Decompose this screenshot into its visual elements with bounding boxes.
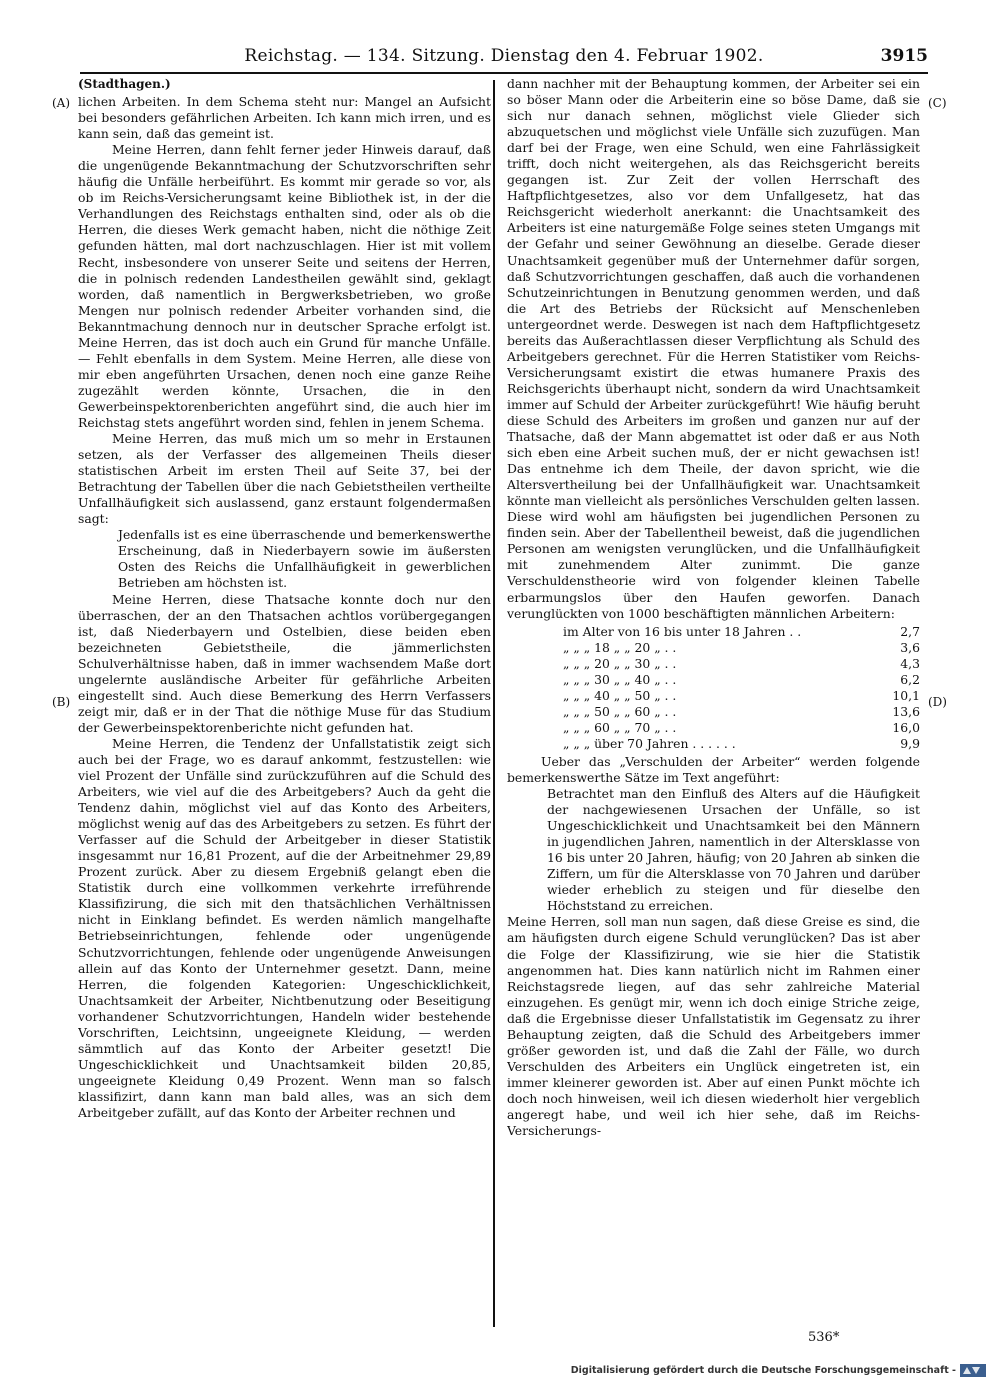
left-column <box>78 76 491 1326</box>
row-label: „ „ „ 18 „ „ 20 „ . . <box>563 639 677 655</box>
quote-text: Betrachtet man den Einfluß des Alters auf die Häufigkeit der nachgewiesenen Ursachen der Unfälle, so ist Ungeschicklichkeit und Unachtsamkeit bei den Männern in jugendlichen Jahren, namentlich in der Altersklasse von 16 bis unter 20 Jahren, häufig; von 20 Jahren ab sinken die Ziffern, um für die Altersklasse von 70 Jahren und darüber wieder erheblich zu steigen und für dieselbe den Höchststand zu erreichen. <box>547 786 920 914</box>
table-row <box>507 640 920 656</box>
column-divider <box>493 80 495 1327</box>
row-label: „ „ „ 50 „ „ 60 „ . . <box>563 703 677 719</box>
row-value: 16,0 <box>892 719 920 735</box>
table-row <box>507 688 920 704</box>
paragraph: Meine Herren, die Tendenz der Unfallstatistik zeigt sich auch bei der Frage, wo es darauf ankommt, festzustellen: wie viel Prozent der Unfälle sind zurückzuführen auf die Schuld des Arbeiters, wie viel auf die des Arbeitgebers? Auch da geht die Tendenz dahin, möglichst viel auf das Konto des Arbeiters, möglichst wenig auf das des Arbeitgebers zu setzen. Es führt der Verfasser auf die Schuld der Arbeitgeber in dieser Statistik insgesammt nur 16,81 Prozent, auf die der Arbeitnehmer 29,89 Prozent zurück. Aber zu diesem Ergebniß gelangt eben die Statistik durch eine vollkommen verkehrte irreführende Klassifizirung, die sich mit den thatsächlichen Verhältnissen nicht in Einklang befindet. Es werden nämlich mangelhafte Betriebseinrichtungen, fehlende oder ungenügende Schutzvorrichtungen, fehlende oder ungenügende Anweisungen allein auf das Konto der Unternehmer gesetzt. Dann, meine Herren, die folgenden Kategorien: Ungeschicklichkeit, Unachtsamkeit der Arbeiter, Nichtbenutzung oder Beseitigung vorhandener Schutzvorrichtungen, Handeln wider bestehende Vorschriften, Leichtsinn, ungeeignete Kleidung, — werden sämmtlich auf das Konto der Arbeiter gesetzt! Die Ungeschicklichkeit und Unachtsamkeit bilden 20,85, ungeeignete Kleidung 0,49 Prozent. Wenn man so falsch klassifizirt, dann kann man bald alles, was an sich dem Arbeitgeber zufällt, auf das Konto der Arbeiter rechnen und <box>78 735 491 1120</box>
block-quote <box>118 527 491 591</box>
row-label: „ „ „ über 70 Jahren . . . . . . <box>563 735 736 751</box>
row-label: im Alter von 16 bis unter 18 Jahren . . <box>563 623 802 639</box>
block-quote <box>547 786 920 914</box>
margin-marker-a: (A) <box>52 96 71 110</box>
running-header <box>80 44 928 74</box>
paragraph: dann nachher mit der Behauptung kommen, der Arbeiter sei ein so böser Mann oder die Arbeiterin eine so böse Dame, daß sie sich nur danach sehnen, möglichst viele Glieder sich abzuquetschen und möglichst viele Unfälle sich zuzufügen. Man darf bei der Frage, wen eine Schuld, wen eine Fahrlässigkeit trifft, doch nicht weitergehen, als das Reichsgericht bereits gegangen ist. Zur Zeit der vollen Herrschaft des Haftpflichtgesetzes, also vor dem Unfallgesetz, hat das Reichsgericht wiederholt anerkannt: die Unachtsamkeit des Arbeiters ist eine naturgemäße Folge seines steten Umgangs mit der Gefahr und seiner Gewöhnung an dieselbe. Gerade dieser Unachtsamkeit gegenüber muß der Unternehmer dafür sorgen, daß Schutzvorrichtungen geschaffen, daß auch die vorhandenen Schutzeinrichtungen in Benutzung genommen werden, und daß die Art des Betriebs der Rücksicht auf Menschenleben untergeordnet werde. Deswegen ist nach dem Haftpflichtgesetz bereits das Außerachtlassen dieser Verpflichtung als Schuld des Arbeitgebers gerechnet. Für die Herren Statistiker vom Reichs-Versicherungsamt existirt die etwas humanere Praxis des Reichsgerichts überhaupt nicht, sondern da wird Unachtsamkeit immer auf Schuld der Arbeiter zurückgeführt! Wie häufig beruht diese Schuld des Arbeiters im großen und ganzen nur auf der Thatsache, daß der Mann abgemattet ist oder daß er aus Noth sich eben eine Arbeit suchen muß, der er nicht gewachsen ist! Das entnehme ich dem Theile, der davon spricht, wie die Altersvertheilung bei der Unfallhäufigkeit war. Unachtsamkeit könnte man vielleicht als persönliches Verschulden gelten lassen. Diese wird wohl am häufigsten bei jugendlichen Personen zu finden sein. Aber der Tabellentheil beweist, daß die jugendlichen Personen am wenigsten verunglücken, und die Unfallhäufigkeit mit zunehmendem Alter zunimmt. Die ganze Verschuldenstheorie wird von folgender kleinen Tabelle erbarmungslos über den Haufen geworfen. Danach verunglückten von 1000 beschäftigten männlichen Arbeitern: <box>507 76 920 621</box>
row-value: 13,6 <box>892 703 920 719</box>
paragraph: Meine Herren, das muß mich um so mehr in Erstaunen setzen, als der Verfasser des allgemeinen Theils dieser statistischen Arbeit im ersten Theil auf Seite 37, bei der Betrachtung der Tabellen über die nach Gebietstheilen vertheilte Unfallhäufigkeit sich auslassend, ganz erstaunt folgendermaßen sagt: <box>78 431 491 527</box>
table-row <box>507 704 920 720</box>
paragraph: Ueber das „Verschulden der Arbeiter“ werden folgende bemerkenswerthe Sätze im Text angeführt: <box>507 753 920 786</box>
row-value: 9,9 <box>900 735 920 751</box>
page-number: 3915 <box>880 46 928 66</box>
table-row <box>507 736 920 752</box>
speaker-name: (Stadthagen.) <box>78 77 171 91</box>
row-value: 10,1 <box>892 687 920 703</box>
right-column <box>507 76 920 1326</box>
row-label: „ „ „ 60 „ „ 70 „ . . <box>563 719 677 735</box>
row-value: 3,6 <box>900 639 920 655</box>
table-row <box>507 656 920 672</box>
sheet-signature: 536* <box>808 1330 840 1345</box>
dfg-footer <box>571 1364 986 1377</box>
row-value: 6,2 <box>900 671 920 687</box>
row-label: „ „ „ 20 „ „ 30 „ . . <box>563 655 677 671</box>
margin-marker-d: (D) <box>928 695 947 709</box>
margin-marker-c: (C) <box>928 96 947 110</box>
table-row <box>507 672 920 688</box>
paragraph: Meine Herren, dann fehlt ferner jeder Hinweis darauf, daß die ungenügende Bekanntmachung der Schutzvorschriften sehr häufig die Unfälle herbeiführt. Es kommt mir gerade so vor, als ob im Reichs-Versicherungsamt keine Bibliothek ist, in der die Verhandlungen des Reichstags enthalten sind, oder als ob die Herren, die dieses Werk gemacht haben, nicht die nöthige Zeit gefunden hätten, mal dort nachzuschlagen. Hier ist mit vollem Recht, insbesondere von unserer Seite und seitens der Herren, die in polnisch redenden Landestheilen gewählt sind, geklagt worden, daß namentlich in Bergwerksbetrieben, wo große Mengen nur polnisch redender Arbeiter vorhanden sind, die Bekanntmachung dennoch nur in deutscher Sprache erfolgt ist. Meine Herren, das ist doch auch ein Grund für manche Unfälle. — Fehlt ebenfalls in dem System. Meine Herren, alle diese von mir eben angeführten Ursachen, denen noch eine ganze Reihe zugezählt werden könnte, Ursachen, die in den Gewerbeinspektorenberichten angeführt sind, die auch hier im Reichstag stets angeführt worden sind, fehlen in jenem Schema. <box>78 142 491 430</box>
row-label: „ „ „ 40 „ „ 50 „ . . <box>563 687 677 703</box>
age-accident-table <box>507 624 920 752</box>
row-value: 2,7 <box>900 623 920 639</box>
paragraph: Meine Herren, soll man nun sagen, daß diese Greise es sind, die am häufigsten durch eigene Schuld verunglücken? Das ist aber die Folge der Klassifizirung, wie sie hier die Statistik angenommen hat. Dies kann natürlich nicht im Rahmen einer Reichstagsrede liegen, auf das sehr zahlreiche Material einzugehen. Es genügt mir, wenn ich doch einige Striche zeige, daß die Ergebnisse dieser Unfallstatistik im Gegensatz zu ihrer Behauptung zeigten, daß die Schuld des Arbeitgebers immer größer geworden ist, und daß die Zahl der Fälle, wo durch Verschulden des Arbeiters ein Unglück eingetreten ist, ein immer kleinerer geworden ist. Aber auf einen Punkt möchte ich doch noch hinweisen, weil ich diesen wiederholt hier vergeblich angeregt habe, und weil ich hier sehe, daß im Reichs-Versicherungs- <box>507 914 920 1139</box>
paragraph: Meine Herren, diese Thatsache konnte doch nur den überraschen, der an den Thatsachen achtlos vorübergegangen ist, daß Niederbayern und Ostelbien, diese beiden eben bezeichneten Gebietstheile, die jämmerlichsten Schulverhältnisse haben, daß in immer wachsendem Maße dort ungelernte ausländische Arbeiter für gefährliche Arbeiten eingestellt sind. Auch diese Bemerkung des Herrn Verfassers zeigt mir, daß er in der That die nöthige Muse für das Studium der Gewerbeinspektorenberichte nicht gefunden hat. <box>78 591 491 735</box>
table-row <box>507 624 920 640</box>
quote-text: Jedenfalls ist es eine überraschende und bemerkenswerthe Erscheinung, daß in Niederbayern sowie im äußersten Osten des Reichs die Unfallhäufigkeit in gewerblichen Betrieben am höchsten ist. <box>118 527 491 591</box>
dfg-logo-icon <box>960 1364 986 1377</box>
paragraph: lichen Arbeiten. In dem Schema steht nur: Mangel an Aufsicht bei besonders gefährlichen Arbeiten. Ich kann mich irren, und es kann sein, daß das gemeint ist. <box>78 94 491 142</box>
running-title: Reichstag. — 134. Sitzung. Dienstag den 4. Februar 1902. <box>244 46 764 66</box>
row-label: „ „ „ 30 „ „ 40 „ . . <box>563 671 677 687</box>
table-row <box>507 720 920 736</box>
footer-text: Digitalisierung gefördert durch die Deutsche Forschungsgemeinschaft - <box>570 1365 956 1376</box>
margin-marker-b: (B) <box>52 695 71 709</box>
row-value: 4,3 <box>900 655 920 671</box>
